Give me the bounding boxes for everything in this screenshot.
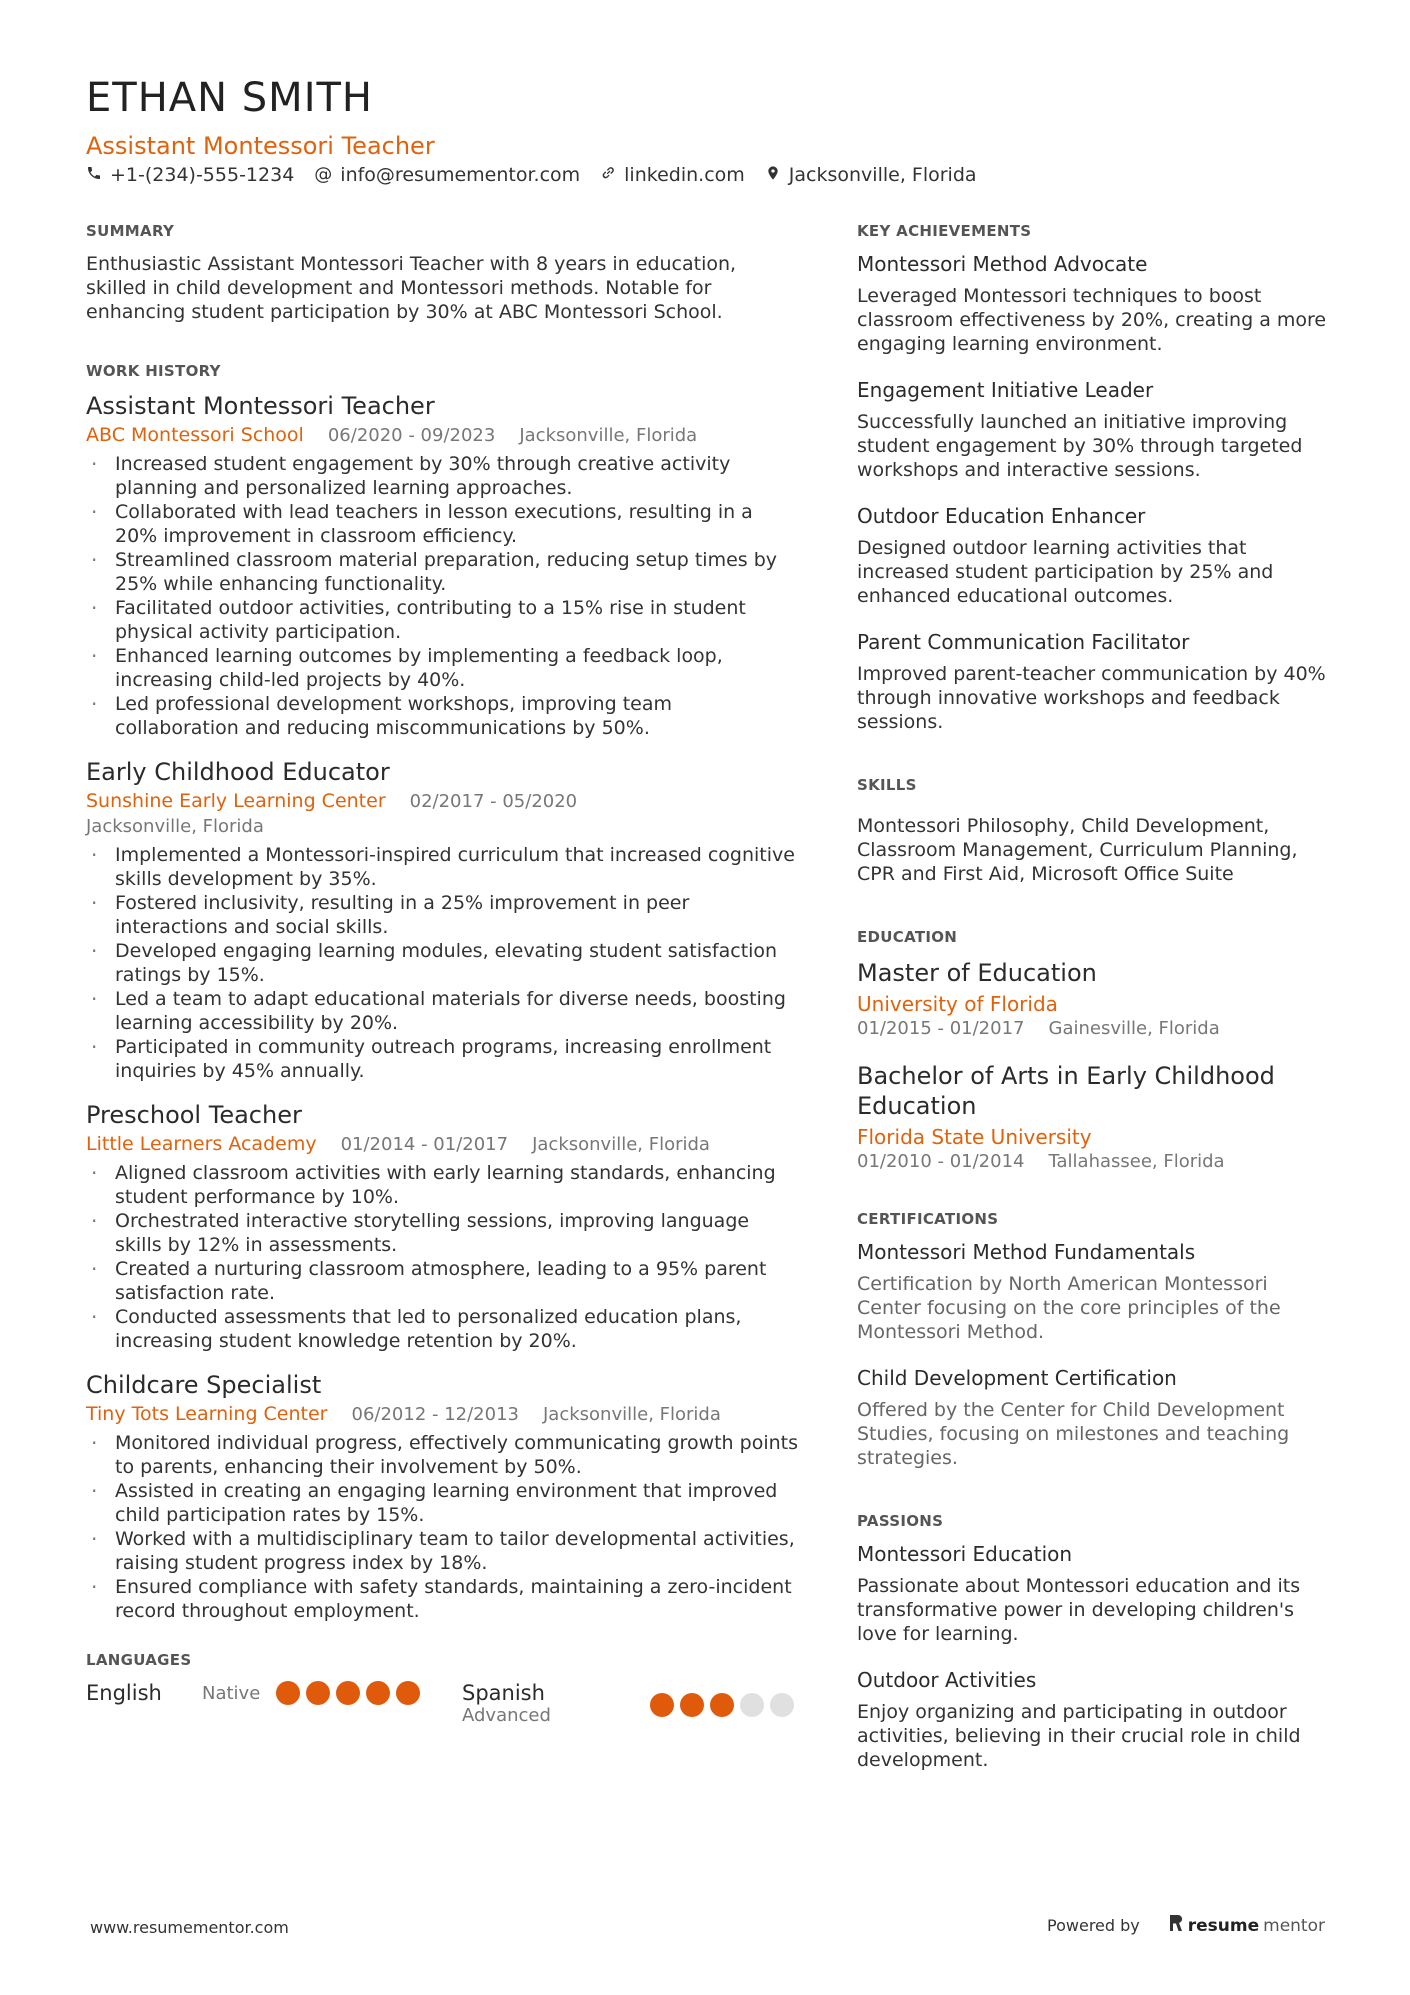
language-name: English — [86, 1681, 162, 1705]
job-location: Jacksonville, Florida — [543, 1404, 721, 1425]
language-level: Native — [202, 1683, 261, 1704]
language-label-group — [462, 1681, 650, 1726]
job-location: Jacksonville, Florida — [86, 816, 264, 837]
education-item — [857, 1061, 1335, 1172]
passions-section — [857, 1512, 1335, 1772]
summary-heading: SUMMARY — [86, 222, 175, 240]
job-bullet: · Fostered inclusivity, resulting in a 25% improvement in peer interactions and social skills. — [86, 891, 798, 939]
job-bullet: · Aligned classroom activities with early learning standards, enhancing student performance by 10%. — [86, 1161, 798, 1209]
job-dates: 06/2012 - 12/2013 — [351, 1404, 519, 1425]
skills-text: Montessori Philosophy, Child Development, Classroom Management, Curriculum Planning, CPR and First Aid, Microsoft Office Suite — [857, 815, 1298, 885]
education-section — [857, 928, 1335, 1172]
contact-bar — [86, 164, 977, 186]
job-meta — [86, 790, 798, 812]
summary-text: Enthusiastic Assistant Montessori Teacher with 8 years in education, skilled in child development and Montessori methods. Notable for enhancing student participation by 30% at ABC Montessori School. — [86, 253, 737, 323]
job-bullet: · Implemented a Montessori-inspired curriculum that increased cognitive skills development by 35%. — [86, 843, 798, 891]
job-entry — [86, 1371, 798, 1623]
location-pin-icon — [765, 164, 781, 186]
skills-heading: SKILLS — [857, 776, 917, 794]
job-title: Preschool Teacher — [86, 1101, 302, 1129]
work-history-section — [86, 362, 798, 1623]
rating-dot-filled — [710, 1693, 734, 1717]
education-item — [857, 958, 1335, 1039]
certification-item — [857, 1366, 1335, 1470]
job-bullet: · Participated in community outreach programs, increasing enrollment inquiries by 45% annually. — [86, 1035, 798, 1083]
brand-mark-icon — [1168, 1914, 1184, 1937]
rating-dot-filled — [396, 1681, 420, 1705]
achievement-item — [857, 504, 1335, 608]
rating-dot-empty — [740, 1693, 764, 1717]
right-column — [857, 222, 1335, 1794]
education-degree: Bachelor of Arts in Early Childhood Education — [857, 1062, 1275, 1120]
achievement-item — [857, 630, 1335, 734]
rating-dot-filled — [366, 1681, 390, 1705]
language-item — [86, 1681, 462, 1705]
education-dates: 01/2015 - 01/2017 — [857, 1018, 1025, 1039]
languages-heading: LANGUAGES — [86, 1651, 192, 1669]
job-bullet: · Orchestrated interactive storytelling sessions, improving language skills by 12% in assessments. — [86, 1209, 798, 1257]
summary-section — [86, 222, 798, 324]
work-history-heading: WORK HISTORY — [86, 362, 221, 380]
contact-email[interactable] — [314, 164, 580, 186]
job-bullets — [86, 1161, 798, 1353]
job-bullet: · Worked with a multidisciplinary team to tailor developmental activities, raising student progress index by 18%. — [86, 1527, 798, 1575]
passion-item — [857, 1542, 1335, 1646]
brand-name-bold: resume — [1187, 1915, 1260, 1936]
education-dates: 01/2010 - 01/2014 — [857, 1151, 1025, 1172]
job-bullet: · Developed engaging learning modules, elevating student satisfaction ratings by 15%. — [86, 939, 798, 987]
achievement-title: Engagement Initiative Leader — [857, 378, 1154, 402]
passions-heading: PASSIONS — [857, 1512, 944, 1530]
job-bullet: · Increased student engagement by 30% through creative activity planning and personalized learning approaches. — [86, 452, 798, 500]
job-meta — [86, 1403, 798, 1425]
job-bullet: · Enhanced learning outcomes by implementing a feedback loop, increasing child-led projects by 40%. — [86, 644, 798, 692]
achievement-text: Leveraged Montessori techniques to boost classroom effectiveness by 20%, creating a more engaging learning environment. — [857, 285, 1327, 355]
phone-icon — [86, 164, 102, 186]
phone-text: +1-(234)-555-1234 — [110, 164, 295, 186]
job-bullets — [86, 1431, 798, 1623]
language-item — [462, 1681, 798, 1726]
contact-location — [765, 164, 977, 186]
location-text: Jacksonville, Florida — [788, 164, 977, 186]
job-bullet: · Led a team to adapt educational materials for diverse needs, boosting learning accessibility by 20%. — [86, 987, 798, 1035]
job-company: ABC Montessori School — [86, 424, 304, 446]
rating-dot-filled — [276, 1681, 300, 1705]
education-heading: EDUCATION — [857, 928, 958, 946]
job-meta — [86, 1133, 798, 1155]
achievement-text: Successfully launched an initiative improving student engagement by 30% through targeted workshops and interactive sessions. — [857, 411, 1303, 481]
job-company: Sunshine Early Learning Center — [86, 790, 386, 812]
footer-powered — [1047, 1914, 1325, 1937]
passion-item — [857, 1668, 1335, 1772]
education-meta — [857, 1018, 1335, 1039]
certification-text: Certification by North American Montessori Center focusing on the core principles of the Montessori Method. — [857, 1273, 1281, 1343]
at-icon: @ — [314, 164, 333, 185]
job-bullet: · Created a nurturing classroom atmosphere, leading to a 95% parent satisfaction rate. — [86, 1257, 798, 1305]
education-location: Tallahassee, Florida — [1048, 1151, 1225, 1172]
language-name: Spanish — [462, 1681, 545, 1705]
passion-title: Outdoor Activities — [857, 1668, 1037, 1692]
job-bullet: · Conducted assessments that led to personalized education plans, increasing student knowledge retention by 20%. — [86, 1305, 798, 1353]
job-title: Childcare Specialist — [86, 1371, 322, 1399]
rating-dot-empty — [770, 1693, 794, 1717]
job-dates: 01/2014 - 01/2017 — [340, 1134, 509, 1155]
certifications-heading: CERTIFICATIONS — [857, 1210, 999, 1228]
job-company: Tiny Tots Learning Center — [86, 1403, 328, 1425]
link-icon — [600, 164, 616, 186]
language-rating — [276, 1681, 420, 1705]
certification-item — [857, 1240, 1335, 1344]
job-entry — [86, 392, 798, 740]
certification-text: Offered by the Center for Child Development Studies, focusing on milestones and teaching strategies. — [857, 1399, 1290, 1469]
job-bullets — [86, 843, 798, 1083]
achievement-item — [857, 378, 1335, 482]
job-title: Assistant Montessori Teacher — [86, 392, 435, 420]
language-level: Advanced — [462, 1705, 551, 1726]
job-dates: 06/2020 - 09/2023 — [327, 425, 496, 446]
job-bullet: · Facilitated outdoor activities, contributing to a 15% rise in student physical activity participation. — [86, 596, 798, 644]
education-school: University of Florida — [857, 992, 1058, 1016]
candidate-name: ETHAN SMITH — [86, 75, 373, 121]
job-bullet: · Monitored individual progress, effectively communicating growth points to parents, enhancing their involvement by 50%. — [86, 1431, 798, 1479]
rating-dot-filled — [336, 1681, 360, 1705]
job-entry — [86, 1101, 798, 1353]
job-location: Jacksonville, Florida — [519, 425, 698, 446]
rating-dot-filled — [680, 1693, 704, 1717]
achievement-title: Montessori Method Advocate — [857, 252, 1148, 276]
job-bullet: · Collaborated with lead teachers in lesson executions, resulting in a 20% improvement in classroom efficiency. — [86, 500, 798, 548]
job-title: Early Childhood Educator — [86, 758, 390, 786]
job-company: Little Learners Academy — [86, 1133, 317, 1155]
passion-title: Montessori Education — [857, 1542, 1073, 1566]
languages-section — [86, 1651, 798, 1726]
language-rating — [650, 1693, 794, 1717]
passion-text: Enjoy organizing and participating in outdoor activities, believing in their crucial role in child development. — [857, 1701, 1301, 1771]
key-achievements-section — [857, 222, 1335, 734]
rating-dot-filled — [650, 1693, 674, 1717]
rating-dot-filled — [306, 1681, 330, 1705]
achievement-title: Parent Communication Facilitator — [857, 630, 1190, 654]
job-bullet: · Led professional development workshops, improving team collaboration and reducing miscommunications by 50%. — [86, 692, 798, 740]
job-entry — [86, 758, 798, 1083]
brand-name-light: mentor — [1263, 1915, 1325, 1936]
left-column — [86, 222, 798, 1726]
certifications-section — [857, 1210, 1335, 1470]
linkedin-text[interactable]: linkedin.com — [624, 164, 745, 186]
job-dates: 02/2017 - 05/2020 — [409, 791, 578, 812]
skills-section — [857, 776, 1335, 886]
powered-by-text: Powered by — [1047, 1916, 1140, 1935]
key-achievements-heading: KEY ACHIEVEMENTS — [857, 222, 1032, 240]
brand-logo[interactable] — [1168, 1914, 1325, 1937]
education-degree: Master of Education — [857, 959, 1097, 987]
email-text[interactable]: info@resumementor.com — [340, 164, 581, 186]
job-bullet: · Ensured compliance with safety standards, maintaining a zero-incident record throughout employment. — [86, 1575, 798, 1623]
education-meta — [857, 1151, 1335, 1172]
job-bullets — [86, 452, 798, 740]
achievement-text: Designed outdoor learning activities that increased student participation by 25% and enhanced educational outcomes. — [857, 537, 1274, 607]
achievement-title: Outdoor Education Enhancer — [857, 504, 1146, 528]
passion-text: Passionate about Montessori education and its transformative power in developing children's love for learning. — [857, 1575, 1301, 1645]
contact-phone — [86, 164, 294, 186]
education-location: Gainesville, Florida — [1048, 1018, 1220, 1039]
job-bullet: · Assisted in creating an engaging learning environment that improved child participation rates by 15%. — [86, 1479, 798, 1527]
job-bullet: · Streamlined classroom material preparation, reducing setup times by 25% while enhancing functionality. — [86, 548, 798, 596]
certification-title: Child Development Certification — [857, 1366, 1177, 1390]
education-school: Florida State University — [857, 1125, 1092, 1149]
job-location: Jacksonville, Florida — [532, 1134, 710, 1155]
job-meta — [86, 424, 798, 446]
contact-linkedin[interactable] — [600, 164, 745, 186]
footer-website[interactable]: www.resumementor.com — [90, 1918, 289, 1937]
languages-row — [86, 1681, 798, 1726]
achievement-text: Improved parent-teacher communication by 40% through innovative workshops and feedback sessions. — [857, 663, 1326, 733]
certification-title: Montessori Method Fundamentals — [857, 1240, 1196, 1264]
candidate-title: Assistant Montessori Teacher — [86, 132, 435, 160]
achievement-item — [857, 252, 1335, 356]
